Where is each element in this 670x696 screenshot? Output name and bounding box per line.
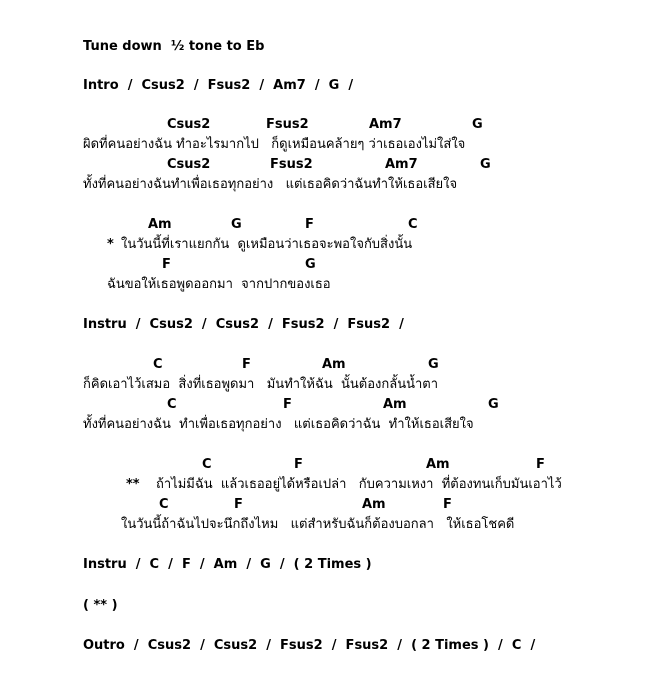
chord: Am7 [369,117,402,132]
lyric-line: ถ้าไม่มีฉัน แล้วเธออยู่ได้หรือเปล่า กับความเหงา ที่ต้องทนเก็บมันเอาไว้ [156,477,562,492]
chord: C [159,497,169,512]
chord: F [443,497,452,512]
instru-line: Instru / Csus2 / Csus2 / Fsus2 / Fsus2 / [83,317,404,332]
lyric-line: ทั้งที่คนอย่างฉันทำเพื่อเธอทุกอย่าง แต่เธอคิดว่าฉันทำให้เธอเสียใจ [83,177,458,192]
tuning-note: Tune down ½ tone to Eb [83,39,265,54]
chord: F [294,457,303,472]
chord: Am [426,457,450,472]
chord: C [202,457,212,472]
chord: F [234,497,243,512]
chord: Csus2 [167,117,211,132]
chord: Am [383,397,407,412]
outro-line: Outro / Csus2 / Csus2 / Fsus2 / Fsus2 / ( 2 Times ) / C / [83,638,536,653]
chord: Fsus2 [270,157,313,172]
repeat-marker: ( ** ) [83,598,118,613]
chord: F [283,397,292,412]
chord: F [242,357,251,372]
chord: Csus2 [167,157,211,172]
chord: Am [148,217,172,232]
lyric-line: ก็คิดเอาไว้เสมอ สิ่งที่เธอพูดมา มันทำให้ฉัน นั้นต้องกลั้นน้ำตา [83,377,439,392]
chord: Am7 [385,157,418,172]
lyric-line: ฉันขอให้เธอพูดออกมา จากปากของเธอ [107,277,331,292]
chord: G [428,357,439,372]
intro-line: Intro / Csus2 / Fsus2 / Am7 / G / [83,78,354,93]
lyric-line: ทั้งที่คนอย่างฉัน ทำเพื่อเธอทุกอย่าง แต่เธอคิดว่าฉัน ทำให้เธอเสียใจ [83,417,474,432]
chord: Am [322,357,346,372]
chord: G [480,157,491,172]
chord: Am [362,497,386,512]
chord: F [162,257,171,272]
chord: G [305,257,316,272]
chord: F [536,457,545,472]
lyric-line: ผิดที่คนอย่างฉัน ทำอะไรมากไป ก็ดูเหมือนคล้ายๆ ว่าเธอเองไม่ใส่ใจ [83,137,466,152]
section-marker: ** [126,477,140,492]
chord: G [488,397,499,412]
chord: G [472,117,483,132]
chord: C [153,357,163,372]
chord: F [305,217,314,232]
chord: C [408,217,418,232]
section-marker: * [107,237,114,252]
chord: Fsus2 [266,117,309,132]
chord: G [231,217,242,232]
lyric-line: ในวันนี้ถ้าฉันไปจะนึกถึงไหม แต่สำหรับฉันก็ต้องบอกลา ให้เธอโชคดี [121,517,515,532]
lyric-line: ในวันนี้ที่เราแยกกัน ดูเหมือนว่าเธอจะพอใจกับสิ่งนั้น [121,237,413,252]
instru-line: Instru / C / F / Am / G / ( 2 Times ) [83,557,372,572]
chord: C [167,397,177,412]
